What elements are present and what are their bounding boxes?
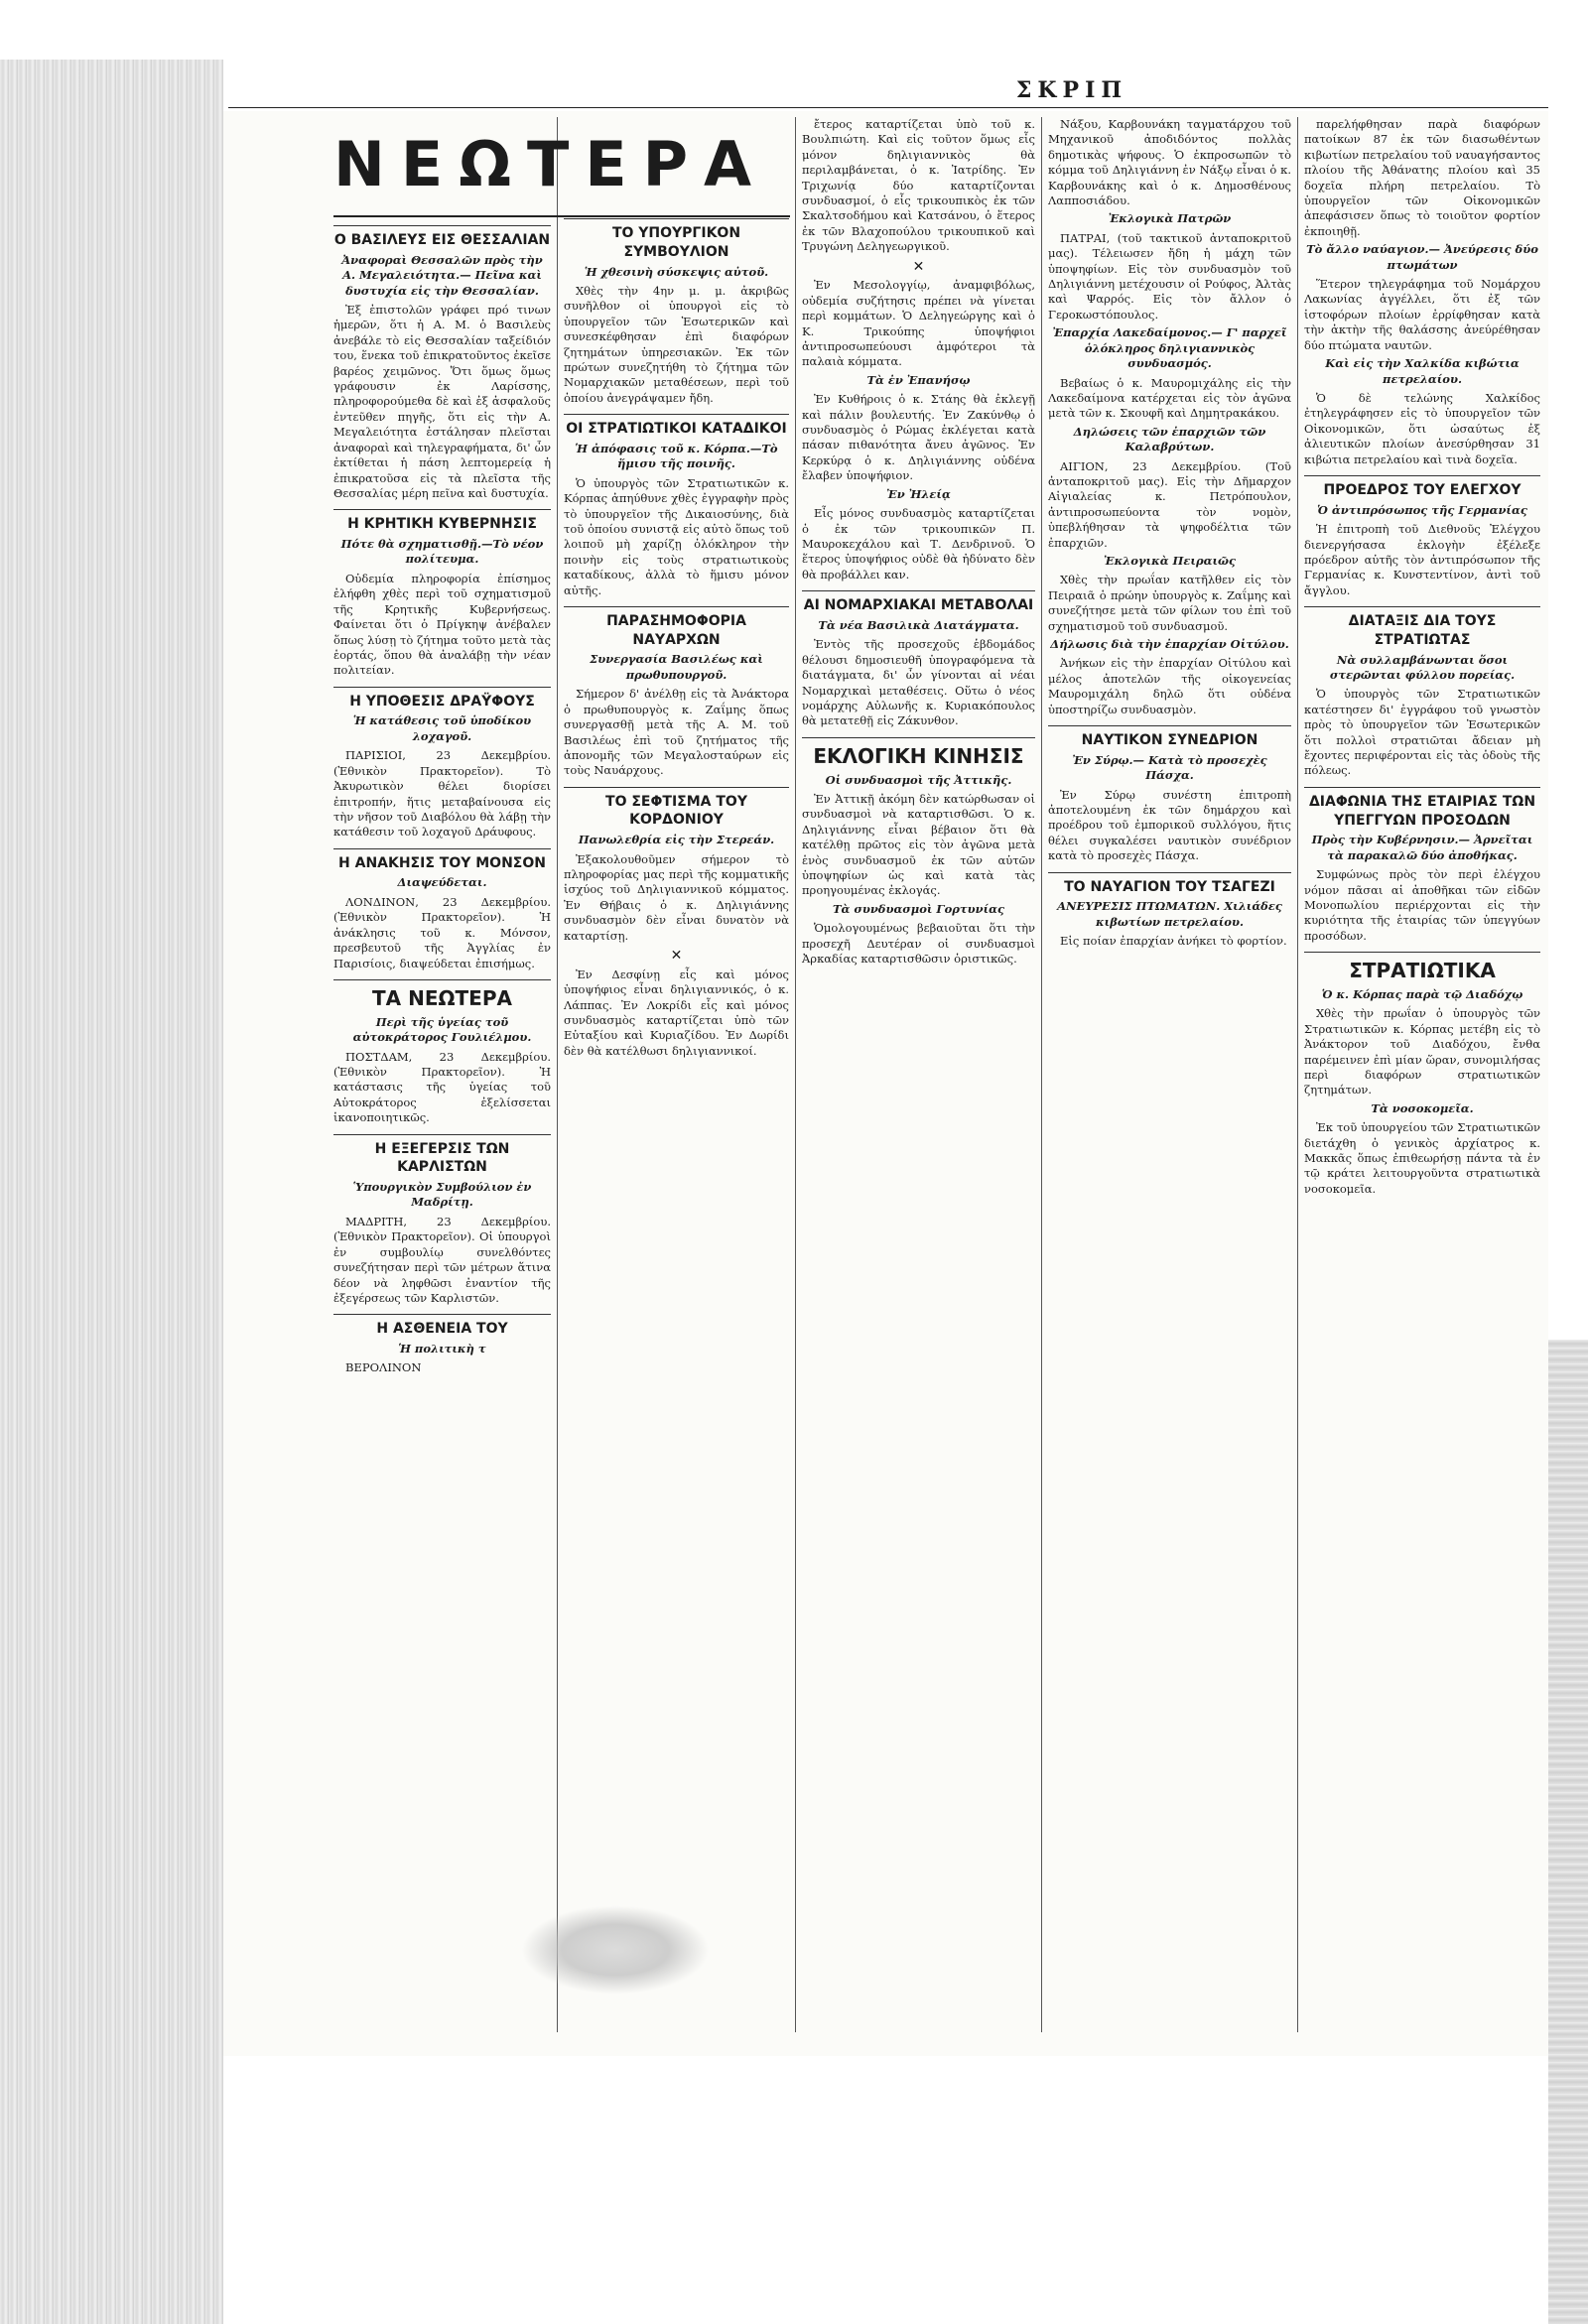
- section-subheading: ΑΝΕΥΡΕΣΙΣ ΠΤΩΜΑΤΩΝ. Χιλιάδες κιβωτίων πετρελαίου.: [1057, 899, 1282, 929]
- section-text: Βεβαίως ὁ κ. Μαυρομιχάλης εἰς τὴν Λακεδαίμονα κατέρχεται εἰς τὸν ἀγῶνα μετὰ τῶν κ. Σκουφῆ καὶ Δημητρακάκου.: [1048, 375, 1291, 421]
- section-text: Ὁ ὑπουργὸς τῶν Στρατιωτικῶν κ. Κόρπας ἀπηύθυνε χθὲς ἐγγραφὴν πρὸς τὸ ὑπουργεῖον τῆς Δικαιοσύνης, διὰ τοῦ ὁποίου συνιστᾷ εἰς αὐτὸ ὅπως τοῦ λοιποῦ μὴ χαρίζῃ ὁλόκληρον τὴν ποινὴν εἰς τοὺς στρατιωτικοὺς καταδίκους, ἀλλὰ τὸ ἥμισυ μόνον αὐτῆς.: [564, 475, 789, 597]
- section-text: ΒΕΡΟΛΙΝΟΝ: [345, 1360, 422, 1375]
- section-text: ΠΑΤΡΑΙ, (τοῦ τακτικοῦ ἀνταποκριτοῦ μας). Τέλειωσεν ἤδη ἡ μάχη τῶν ὑποψηφίων. Εἰς τὸν συνδυασμὸν τοῦ Δηλιγιάννη μετέχουσιν οἱ Ρούφος, Ἀλτὰς καὶ Ψαρρός. Εἰς τὸν ἄλλον ὁ Γεροκωστόπουλος.: [1048, 230, 1291, 322]
- section-text: Ἐκ τοῦ ὑπουργείου τῶν Στρατιωτικῶν διετάχθη ὁ γενικὸς ἀρχίατρος κ. Μακκᾶς ὅπως ἐπιθεωρήσῃ πάντα τὰ ἐν τῷ κράτει λειτουργοῦντα στρατιωτικὰ νοσοκομεῖα.: [1304, 1120, 1540, 1196]
- section-text: Εἰς ποίαν ἐπαρχίαν ἀνήκει τὸ φορτίον.: [1060, 934, 1287, 949]
- section-text: Ἀνήκων εἰς τὴν ἐπαρχίαν Οἰτύλου καὶ μέλος ἀποτελῶν τῆς οἰκογενείας Μαυρομιχάλη δηλῶ ὅτι οὐδένα ὑποστηρίζω συνδυασμὸν.: [1048, 656, 1291, 716]
- section-heading: Η ΑΣΘΕΝΕΙΑ ΤΟΥ: [333, 1314, 551, 1339]
- section-text: Ὁ δὲ τελώνης Χαλκίδος ἐτηλεγράφησεν εἰς τὸ ὑπουργεῖον τῶν Οἰκονομικῶν, ὅτι ὡσαύτως ἐξ ἀλιευτικῶν πλοίων ἀνεσύρθησαν 31 κιβώτια πετρελαίου καὶ τινὰ δοχεῖα.: [1304, 390, 1540, 466]
- section-heading: Η ΥΠΟΘΕΣΙΣ ΔΡΑΫΦΟΥΣ: [333, 687, 551, 711]
- column-4: [1042, 117, 1298, 2032]
- column-fade: [1042, 2010, 1297, 2032]
- section-subheading: Δήλωσις διὰ τὴν ἐπαρχίαν Οἰτύλου.: [1050, 637, 1289, 651]
- column-fade: [796, 2010, 1041, 2032]
- section-heading: ΠΑΡΑΣΗΜΟΦΟΡΙΑ ΝΑΥΑΡΧΩΝ: [564, 606, 789, 650]
- section-heading: ΤΟ ΥΠΟΥΡΓΙΚΟΝ ΣΥΜΒΟΥΛΙΟΝ: [564, 218, 789, 262]
- section-subheading: Περὶ τῆς ὑγείας τοῦ αὐτοκράτορος Γουλιέλμου.: [352, 1014, 532, 1045]
- section-text: Ὁμολογουμένως βεβαιοῦται ὅτι τὴν προσεχῆ Δευτέραν οἱ συνδυασμοὶ Ἀρκαδίας καταρτισθῶσιν ὁριστικῶς.: [802, 921, 1035, 966]
- section-subheading: Ἐν Σύρῳ.— Κατὰ τὸ προσεχὲς Πάσχα.: [1072, 752, 1267, 783]
- section-subheading: Ἡ κατάθεσις τοῦ ὑποδίκου λοχαγοῦ.: [352, 713, 532, 743]
- section-subheading: Πρὸς τὴν Κυβέρνησιν.— Ἀρνεῖται τὰ παρακαλῶ δύο ἀποθήκας.: [1311, 833, 1533, 862]
- section-heading: Ο ΒΑΣΙΛΕΥΣ ΕΙΣ ΘΕΣΣΑΛΙΑΝ: [333, 225, 551, 250]
- section-text: ἔτερος καταρτίζεται ὑπὸ τοῦ κ. Βουλπιώτη. Καὶ εἰς τοῦτον ὅμως εἷς μόνον δηλιγιαννικὸς θὰ περιλαμβάνεται, ὁ κ. Ἰατρίδης. Ἐν Τριχωνίᾳ δύο καταρτίζονται συνδυασμοί, ὁ εἷς τρικουπικὸς ἐκ τῶν Σκαλτσοδήμου καὶ Κατσάνου, ὁ ἕτερος ἐκ τῶν Βλαχοπούλου τρικουπικοῦ καὶ Τρυγώνη Δεληγεωργικοῦ.: [802, 117, 1035, 254]
- section-text: Συμφώνως πρὸς τὸν περὶ ἐλέγχου νόμον πᾶσαι αἱ ἀποθῆκαι τῶν εἰδῶν Μονοπωλίου περιέρχονται εἰς τὴν κυριότητα τῆς ἑταιρίας τῶν ὑπεγγύων προσόδων.: [1304, 867, 1540, 943]
- section-text: Ἡ ἐπιτροπὴ τοῦ Διεθνοῦς Ἐλέγχου διενεργήσασα ἐκλογὴν ἐξέλεξε πρόεδρον αὐτῆς τὸν ἀντιπρόσωπον τῆς Γερμανίας κ. Κυνστεντίνον, ἀντὶ τοῦ ἄγγλου.: [1304, 522, 1540, 597]
- section-subheading: Ὁ κ. Κόρπας παρὰ τῷ Διαδόχῳ: [1321, 987, 1523, 1002]
- section-text: Ἐντὸς τῆς προσεχοῦς ἑβδομάδος θέλουσι δημοσιευθῆ ὑπογραφόμενα τὰ διατάγματα, δι' ὧν γίνονται αἱ νέαι Νομαρχικαὶ μεταθέσεις. Οὕτω ὁ νέος νομάρχης Αὐλωνῆς κ. Κυριακόπουλος θὰ μετατεθῇ εἰς Ζάκυνθον.: [802, 637, 1035, 728]
- section-subheading: Ἡ ἀπόφασις τοῦ κ. Κόρπα.—Τὸ ἥμισυ τῆς ποινῆς.: [575, 441, 778, 471]
- section-text: Εἷς μόνος συνδυασμὸς καταρτίζεται ὁ ἐκ τῶν τρικουπικῶν Π. Μαυροκεχάλου καὶ Τ. Δενδρινοῦ. Ὁ ἕτερος ὑποψήφιος οὐδὲ θὰ ἠδύνατο δὲν θὰ προβάλλει καν.: [802, 506, 1035, 581]
- column-2: [558, 117, 796, 2032]
- section-subheading: Ἐκλογικὰ Πειραιῶς: [1104, 553, 1236, 568]
- section-subheading: Πανωλεθρία εἰς τὴν Στερεάν.: [578, 833, 775, 847]
- paper-tear: [521, 1905, 710, 1995]
- section-text: Σήμερον δ' ἀνέλθῃ εἰς τὰ Ἀνάκτορα ὁ πρωθυπουργὸς κ. Ζαΐμης ὅπως συνεργασθῇ μετὰ τῆς Α. Μ. τοῦ Βασιλέως ἐπὶ τοῦ ζητήματος τῆς ἀπονομῆς τῶν Μεγαλοσταύρων εἰς τοὺς Ναυάρχους.: [564, 687, 789, 778]
- section-text: Χθὲς τὴν πρωΐαν κατῆλθεν εἰς τὸν Πειραιᾶ ὁ πρώην ὑπουργὸς κ. Ζαΐμης καὶ συνεζήτησε μετὰ τῶν φίλων του ἐπὶ τοῦ σχηματισμοῦ τοῦ συνδυασμοῦ.: [1048, 573, 1291, 633]
- section-subheading: Ἐν Ἠλείᾳ: [886, 486, 951, 501]
- section-heading: ΝΑΥΤΙΚΟΝ ΣΥΝΕΔΡΙΟΝ: [1048, 725, 1291, 750]
- section-text: Ἐν Μεσολογγίῳ, ἀναμφιβόλως, οὐδεμία συζήτησις πρέπει νὰ γίνεται περὶ κομμάτων. Ὁ Δεληγεώργης καὶ ὁ Κ. Τρικούπης ὑποψήφιοι ἀντιπροσωπεύουσι ἀμφότεροι τὰ παλαιὰ κόμματα.: [802, 278, 1035, 369]
- section-heading: ΤΟ ΝΑΥΑΓΙΟΝ ΤΟΥ ΤΣΑΓΕΖΙ: [1048, 872, 1291, 897]
- section-subheading: Πότε θὰ σχηματισθῇ.—Τὸ νέον πολίτευμα.: [340, 537, 544, 567]
- running-head: ΣΚΡΙΠ: [1015, 77, 1128, 103]
- section-subheading: Ὁ ἀντιπρόσωπος τῆς Γερμανίας: [1317, 502, 1527, 517]
- section-heading: ΕΚΛΟΓΙΚΗ ΚΙΝΗΣΙΣ: [802, 737, 1035, 770]
- section-subheading: Ὑπουργικὸν Συμβούλιον ἐν Μαδρίτῃ.: [352, 1180, 532, 1210]
- section-text: Χθὲς τὴν πρωΐαν ὁ ὑπουργὸς τῶν Στρατιωτικῶν κ. Κόρπας μετέβη εἰς τὸ Ἀνάκτορον τοῦ Διαδόχου, ἔνθα παρέμεινεν ἐπὶ μίαν ὥραν, συνομιλήσας περὶ διαφόρων στρατιωτικῶν ζητημάτων.: [1304, 1006, 1540, 1097]
- section-subheading: Ἡ πολιτικὴ τ: [398, 1342, 486, 1356]
- column-fade: [328, 2010, 557, 2032]
- section-text: Ἐξακολουθοῦμεν σήμερον τὸ πληροφορίας μας περὶ τῆς κομματικῆς ἰσχύος τοῦ Δηλιγιαννικοῦ κόμματος. Ἐν Θήβαις ὁ κ. Δηλιγιάννης συνδυασμὸν δὲν εἶναι δυνατὸν νὰ καταρτίσῃ.: [564, 851, 789, 943]
- section-subheading: Ἐκλογικὰ Πατρῶν: [1108, 211, 1232, 226]
- section-subheading: Τὰ νοσοκομεῖα.: [1371, 1100, 1474, 1115]
- section-text: Ἐν Σύρῳ συνέστη ἐπιτροπὴ ἀποτελουμένη ἐκ τῶν δημάρχου καὶ προέδρου τοῦ ἐμπορικοῦ συλλόγου, ἥτις θέλει συγκαλέσει ναυτικὸν συνέδριον κατὰ τὸ προσεχὲς Πάσχα.: [1048, 787, 1291, 863]
- section-subheading: Δηλώσεις τῶν ἐπαρχιῶν τῶν Καλαβρύτων.: [1073, 424, 1266, 454]
- section-heading: ΑΙ ΝΟΜΑΡΧΙΑΚΑΙ ΜΕΤΑΒΟΛΑΙ: [802, 590, 1035, 615]
- section-text: παρελήφθησαν παρὰ διαφόρων πατοίκων 87 ἐκ τῶν διασωθέντων κιβωτίων πετρελαίου τοῦ ναυαγήσαντος πλοίου τῆς Ἀθάνατης πλοίου καὶ 35 δοχεῖα πλήρη πετρελαίου. Τὸ ὑπουργεῖον τῶν Οἰκονομικῶν ἀπεφάσισεν ὅπως τὸ τοιοῦτον φορτίον ἐκποιηθῇ.: [1304, 117, 1540, 238]
- section-subheading: Διαψεύδεται.: [397, 875, 487, 890]
- section-subheading: Ἀναφοραὶ Θεσσαλῶν πρὸς τὴν Α. Μεγαλειότητα.— Πεῖνα καὶ δυστυχία εἰς τὴν Θεσσαλίαν.: [341, 252, 543, 298]
- masthead: ΝΕΩΤΕΡΑ: [333, 117, 790, 217]
- section-subheading: Νὰ συλλαμβάνωνται ὅσοι στερῶνται φύλλου πορείας.: [1329, 652, 1516, 683]
- section-heading: ΤΑ ΝΕΩΤΕΡΑ: [333, 979, 551, 1012]
- section-text: Χθὲς τὴν 4ην μ. μ. ἀκριβῶς συνῆλθον οἱ ὑπουργοὶ εἰς τὸ ὑπουργεῖον τῶν Ἐσωτερικῶν καὶ συνεσκέφθησαν ἐπὶ διαφόρων ζητημάτων ὑπηρεσιακῶν. Ἐκ τῶν πρώτων συνεζητήθη τὸ ζήτημα τῶν Νομαρχιακῶν μεταθέσεων, περὶ τοῦ ὁποίου ἀνεγράψαμεν ἤδη.: [564, 283, 789, 405]
- top-rule: [228, 107, 1548, 108]
- section-subheading: Τὰ συνδυασμοὶ Γορτυνίας: [832, 901, 1005, 916]
- section-text: ΠΑΡΙΣΙΟΙ, 23 Δεκεμβρίου. (Ἐθνικὸν Πρακτορεῖον). Τὸ Ἀκυρωτικὸν θέλει διορίσει ἐπιτροπήν, ἥτις μεταβαίνουσα εἰς τὴν νῆσον τοῦ Διαβόλου θὰ λάβῃ τὴν κατάθεσιν τοῦ λοχαγοῦ Δράυφους.: [333, 748, 551, 839]
- column-fade: [558, 2010, 795, 2032]
- section-text: Ἐξ ἐπιστολῶν γράφει πρό τινων ἡμερῶν, ὅτι ἡ Α. Μ. ὁ Βασιλεὺς ἀνεβάλε τὸ εἰς Θεσσαλίαν ταξείδιόν του, ἕνεκα τοῦ ἐπικρατοῦντος ἐκεῖσε βαρέος χειμῶνος. Ὅτι ὅμως ὅμως γράφουσιν ἐκ Λαρίσσης, πληροφορούμεθα δὲ καὶ ἐξ ἀσφαλοῦς ἐντεῦθεν πηγῆς, ὅτι εἰς τὴν Α. Μεγαλειότητα ἐστάλησαν πλεῖσται ἀναφοραὶ καὶ τηλεγραφήματα, δι' ὧν ἐκτίθεται ἡ πάση λεπτομερείᾳ ἡ ἐπικρατοῦσα εἰς τὰ πλεῖστα τῆς Θεσσαλίας μέρη πεῖνα καὶ δυστυχία.: [333, 303, 551, 500]
- section-text: Ἕτερον τηλεγράφημα τοῦ Νομάρχου Λακωνίας ἀγγέλλει, ὅτι ἐξ τῶν ἰστοφόρων πλοίων ἐρρίφθησαν κατὰ τὴν ἀκτὴν τῆς θαλάσσης ἀνεύρέθησαν δύο πτώματα ναυτῶν.: [1304, 277, 1540, 352]
- section-heading: Η ΚΡΗΤΙΚΗ ΚΥΒΕΡΝΗΣΙΣ: [333, 509, 551, 534]
- section-text: ΜΑΔΡΙΤΗ, 23 Δεκεμβρίου. (Ἐθνικὸν Πρακτορεῖον). Οἱ ὑπουργοὶ ἐν συμβουλίῳ συνελθόντες συνεζήτησαν περὶ τῶν μέτρων ἅτινα δέον νὰ ληφθῶσι ἐναντίον τῆς ἐξεγέρσεως τῶν Καρλιστῶν.: [333, 1214, 551, 1305]
- section-subheading: Τὸ ἄλλο ναύαγιον.— Ἀνεύρεσις δύο πτωμάτων: [1306, 242, 1538, 272]
- section-divider-cross: ✕: [670, 948, 683, 965]
- section-heading: ΤΟ ΣΕΦΤΙΣΜΑ ΤΟΥ ΚΟΡΔΟΝΙΟΥ: [564, 787, 789, 831]
- section-subheading: Ἐπαρχία Λακεδαίμονος.— Γ' παρχεῖ ὁλόκληρος δηλιγιαννικὸς συνδυασμός.: [1052, 325, 1287, 371]
- section-divider-cross: ✕: [912, 258, 925, 275]
- section-text: Νάξου, Καρβουνάκη ταγματάρχου τοῦ Μηχανικοῦ ἀποδιδόντος πολλὰς δημοτικὰς ψήφους. Ὁ ἐκπροσωπῶν τὸ κόμμα τοῦ Δηλιγιάννη ἐν Νάξῳ εἶναι ὁ κ. Καρβουνάκης καὶ ὁ κ. Δημοσθένους Λαπποσιάδου.: [1048, 117, 1291, 208]
- section-subheading: Τὰ νέα Βασιλικὰ Διατάγματα.: [818, 617, 1019, 632]
- section-text: Ἐν Δεσφίνῃ εἷς καὶ μόνος ὑποψήφιος εἶναι δηλιγιαννικός, ὁ κ. Λάππας. Ἐν Λοκρίδι εἷς καὶ μόνος συνδυασμὸς καταρτίζεται ὑπὸ τῶν Εὐταξίου καὶ Κυριαζίδου. Ἐν Δωρίδι δὲν θὰ κατέλθωσι δηλιγιαννικοί.: [564, 967, 789, 1058]
- section-text: Ὁ ὑπουργὸς τῶν Στρατιωτικῶν κατέστησεν δι' ἐγγράφου τοῦ γνωστὸν πρὸς τὸ ὑπουργεῖον τῶν Ἐσωτερικῶν ὅτι πολλοὶ στρατιῶται ἄδειαν μὴ ἔχοντες περιφέρονται εἰς τὰς ὁδοὺς τῆς πόλεως.: [1304, 687, 1540, 778]
- section-subheading: Συνεργασία Βασιλέως καὶ πρωθυπουργοῦ.: [590, 652, 763, 682]
- section-subheading: Οἱ συνδυασμοὶ τῆς Ἀττικῆς.: [825, 772, 1012, 787]
- section-heading: Η ΕΞΕΓΕΡΣΙΣ ΤΩΝ ΚΑΡΛΙΣΤΩΝ: [333, 1134, 551, 1178]
- section-text: Ἐν Ἀττικῇ ἀκόμη δὲν κατώρθωσαν οἱ συνδυασμοὶ νὰ καταρτισθῶσι. Ὁ κ. Δηλιγιάννης εἶναι βέβαιον ὅτι θὰ κατέλθῃ πρῶτος εἰς τὸν ἀγῶνα μετὰ ἑνὸς συνδυασμοῦ ἐκ τῶν αὐτῶν ὑποψηφίων ὡς καὶ κατὰ τὰς προηγουμένας ἐκλογάς.: [802, 791, 1035, 898]
- section-heading: ΔΙΑΦΩΝΙΑ ΤΗΣ ΕΤΑΙΡΙΑΣ ΤΩΝ ΥΠΕΓΓΥΩΝ ΠΡΟΣΟΔΩΝ: [1304, 787, 1540, 831]
- scan-shadow-right: [1548, 1340, 1588, 2324]
- section-subheading: Ἡ χθεσινὴ σύσκεψις αὐτοῦ.: [584, 264, 769, 279]
- section-heading: ΠΡΟΕΔΡΟΣ ΤΟΥ ΕΛΕΓΧΟΥ: [1304, 475, 1540, 500]
- section-subheading: Τὰ ἐν Ἐπανήσῳ: [866, 372, 971, 387]
- masthead-spacer: [564, 117, 789, 210]
- section-text: ΛΟΝΔΙΝΟΝ, 23 Δεκεμβρίου. (Ἐθνικὸν Πρακτορεῖον). Ἡ ἀνάκλησις τοῦ κ. Μόνσον, πρεσβευτοῦ τῆς Ἀγγλίας ἐν Παρισίοις, διαψεύδεται ἐπισήμως.: [333, 894, 551, 970]
- section-text: Οὐδεμία πληροφορία ἐπίσημος ἐλήφθη χθὲς περὶ τοῦ σχηματισμοῦ τῆς Κρητικῆς Κυβερνήσεως. Φαίνεται ὅτι ὁ Πρίγκηψ ἀνέβαλεν ὅπως λύσῃ τὸ ζήτημα τοῦτο μετὰ τὰς ἑορτάς, ὅπου θὰ ἀναλάβῃ τὴν νέαν πολιτείαν.: [333, 571, 551, 678]
- scan-shadow-left: [0, 60, 223, 2324]
- column-5: [1298, 117, 1546, 2032]
- section-text: ΠΟΣΤΔΑΜ, 23 Δεκεμβρίου. (Ἐθνικὸν Πρακτορεῖον). Ἡ κατάστασις τῆς ὑγείας τοῦ Αὐτοκράτορος ἐξελίσσεται ἱκανοποιητικῶς.: [333, 1049, 551, 1125]
- section-heading: ΣΤΡΑΤΙΩΤΙΚΑ: [1304, 952, 1540, 984]
- column-3: [796, 117, 1042, 2032]
- section-heading: ΔΙΑΤΑΞΙΣ ΔΙΑ ΤΟΥΣ ΣΤΡΑΤΙΩΤΑΣ: [1304, 606, 1540, 650]
- column-fade: [1298, 2010, 1546, 2032]
- section-heading: Η ΑΝΑΚΗΣΙΣ ΤΟΥ ΜΟΝΣΟΝ: [333, 848, 551, 873]
- section-text: Ἐν Κυθήροις ὁ κ. Στάης θὰ ἐκλεγῇ καὶ πάλιν βουλευτής. Ἐν Ζακύνθῳ ὁ συνδυασμὸς ὁ Ρώμας ἐκλέγεται κατὰ πάσαν πιθανότητα ἄνευ ἀγῶνος. Ἐν Κερκύρᾳ ὁ κ. Δηλιγιάννης οὐδένα ἔλαβεν ὑποψήφιον.: [802, 392, 1035, 483]
- section-subheading: Καὶ εἰς τὴν Χαλκίδα κιβώτια πετρελαίου.: [1325, 356, 1520, 386]
- section-text: ΑΙΓΙΟΝ, 23 Δεκεμβρίου. (Τοῦ ἀνταποκριτοῦ μας). Εἰς τὴν Δῆμαρχον Αἰγιαλείας κ. Πετρόπουλον, ἀντιπροσωπεύοντα τὸν νομὸν, ὑπεβλήθησαν τὰ ψηφοδέλτια τῶν ἐπαρχιῶν.: [1048, 458, 1291, 550]
- section-heading: ΟΙ ΣΤΡΑΤΙΩΤΙΚΟΙ ΚΑΤΑΔΙΚΟΙ: [564, 414, 789, 439]
